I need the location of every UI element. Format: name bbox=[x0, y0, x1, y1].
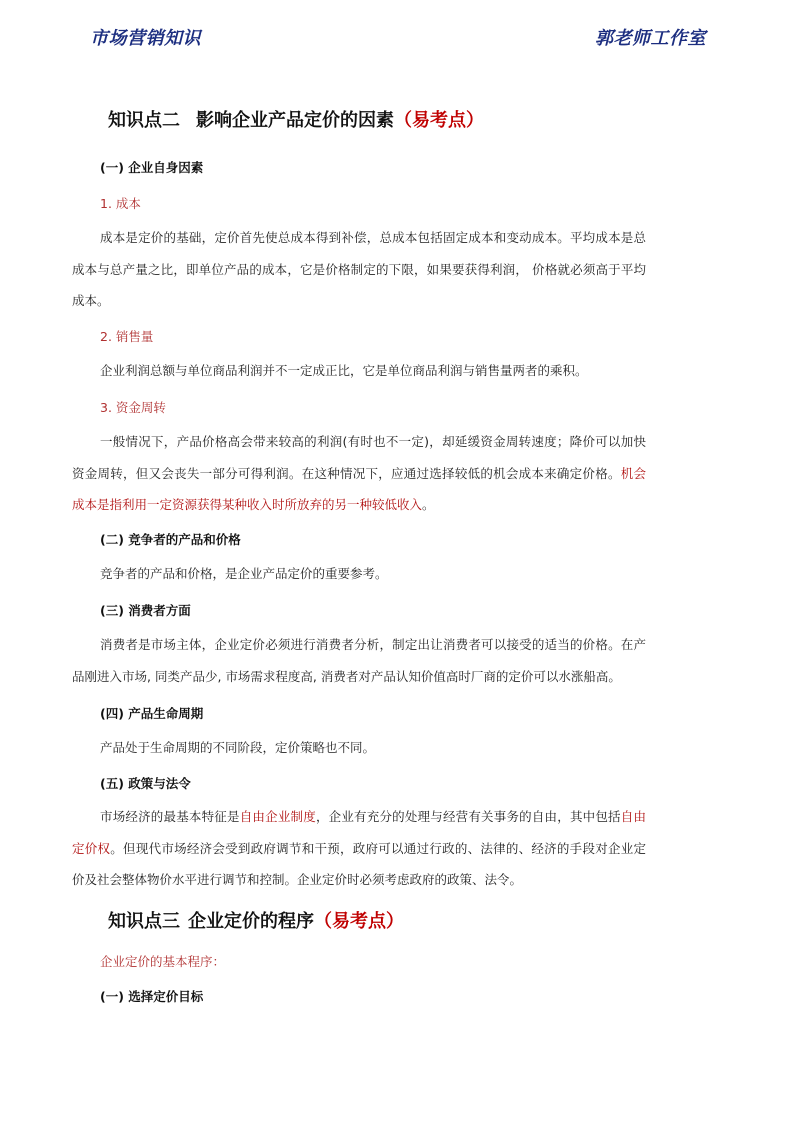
section3-title-sub: 企业定价的程序 bbox=[188, 911, 314, 932]
section3-subheading-1: 企业定价的基本程序： bbox=[100, 954, 226, 969]
section2-subheading-3: 3. 资金周转 bbox=[100, 400, 166, 415]
section2-paragraph-1: 成本是定价的基础，定价首先使总成本得到补偿，总成本包括固定成本和变动成本。平均成本是总成本与总产量之比，即单位产品的成本，它是价格制定的下限，如果要获得利润， 价格就必须高于平均成本。 bbox=[72, 230, 646, 308]
section3-title-main: 知识点三 bbox=[108, 911, 180, 932]
section2-paragraph-2: 企业利润总额与单位商品利润并不一定成正比，它是单位商品利润与销售量两者的乘积。 bbox=[100, 363, 588, 378]
free-enterprise-system: 自由企业制度 bbox=[239, 809, 316, 824]
section2-paragraph-7-text-b: ，企业有充分的处理与经营有关事务的自由，其中包括 bbox=[315, 809, 621, 824]
section2-paragraph-7 bbox=[72, 801, 646, 896]
section2-title-main: 知识点二 bbox=[108, 110, 180, 131]
section2-title-mark: （易考点） bbox=[394, 110, 484, 131]
section2-title bbox=[108, 106, 484, 132]
free-pricing-right: 自由定价权 bbox=[72, 809, 646, 856]
section2-paragraph-4: 竞争者的产品和价格，是企业产品定价的重要参考。 bbox=[100, 566, 388, 581]
section2-paragraph-3-text: 一般情况下，产品价格高会带来较高的利润(有时也不一定)，却延缓资金周转速度；降价可以加快资金周转，但又会丧失一部分可得利润。在这种情况下，应通过选择较低的机会成本来确定价格。 bbox=[72, 434, 646, 481]
header-left-title: 市场营销知识 bbox=[90, 28, 201, 49]
section2-paragraph-3-end: 。 bbox=[422, 497, 435, 512]
section2-paragraph-3 bbox=[72, 426, 646, 521]
section2-subheading-1: 1. 成本 bbox=[100, 196, 141, 211]
section2-paragraph-6: 产品处于生命周期的不同阶段，定价策略也不同。 bbox=[100, 740, 376, 755]
header-right-title: 郭老师工作室 bbox=[595, 28, 706, 49]
section3-heading-1: (一) 选择定价目标 bbox=[100, 989, 204, 1004]
section2-paragraph-5: 消费者是市场主体，企业定价必须进行消费者分析，制定出让消费者可以接受的适当的价格。在产品刚进入市场, 同类产品少, 市场需求程度高, 消费者对产品认知价值高时厂商的定价可以水涨船高。 bbox=[72, 637, 646, 684]
section2-heading-5: (五) 政策与法令 bbox=[100, 776, 191, 791]
section2-heading-1: (一) 企业自身因素 bbox=[100, 160, 204, 175]
section2-heading-3: (三) 消费者方面 bbox=[100, 603, 191, 618]
section2-subheading-2: 2. 销售量 bbox=[100, 329, 154, 344]
section2-paragraph-7-text-a: 市场经济的最基本特征是 bbox=[100, 809, 240, 824]
section3-title bbox=[108, 907, 404, 933]
section2-paragraph-7-text-c: 。但现代市场经济会受到政府调节和干预，政府可以通过行政的、法律的、经济的手段对企业定价及社会整体物价水平进行调节和控制。企业定价时必须考虑政府的政策、法令。 bbox=[72, 840, 646, 887]
section3-title-mark: （易考点） bbox=[314, 911, 404, 932]
section2-title-sub: 影响企业产品定价的因素 bbox=[196, 110, 394, 131]
section2-heading-2: (二) 竞争者的产品和价格 bbox=[100, 532, 241, 547]
section2-heading-4: (四) 产品生命周期 bbox=[100, 706, 204, 721]
opportunity-cost-definition: 机会成本是指利用一定资源获得某种收入时所放弃的另一种较低收入 bbox=[72, 465, 646, 512]
